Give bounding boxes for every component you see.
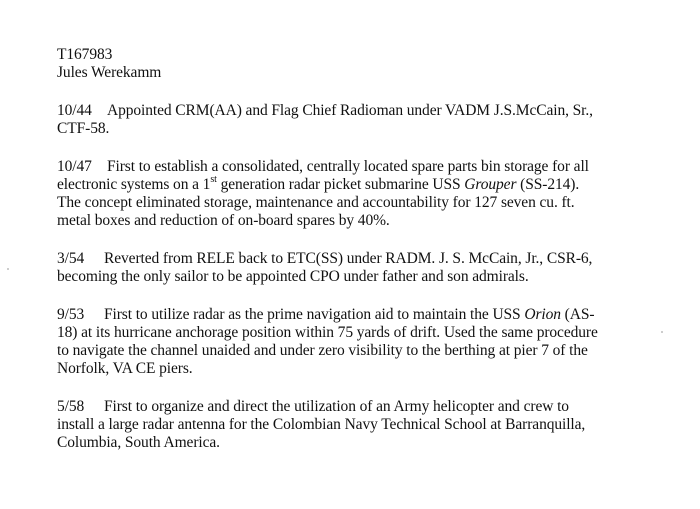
entry-2-text-2a: electronic systems on a 1 [57, 176, 211, 193]
scan-speck [7, 268, 9, 270]
entry-2-line-4: metal boxes and reduction of on-board spares by 40%. [57, 212, 390, 229]
person-name: Jules Werekamm [57, 64, 162, 81]
entry-2-line-2 [57, 173, 580, 194]
entry-1-line-2: CTF-58. [57, 120, 110, 137]
entry-2-text-2c: (SS-214). [516, 176, 580, 193]
entry-4-text-1b: (AS- [560, 306, 595, 323]
ship-name-orion: Orion [524, 306, 561, 323]
entry-1-text-1: Appointed CRM(AA) and Flag Chief Radioman under VADM J.S.McCain, Sr., [107, 102, 593, 119]
entry-2-text-1: First to establish a consolidated, centrally located spare parts bin storage for all [107, 158, 589, 175]
entry-5-line-3: Columbia, South America. [57, 434, 220, 451]
entry-4-line-1 [57, 306, 594, 324]
entry-5-text-1: First to organize and direct the utilization of an Army helicopter and crew to [104, 398, 569, 415]
entry-4-line-2: 18) at its hurricane anchorage position within 75 yards of drift. Used the same procedure [57, 324, 598, 341]
entry-5-date: 5/58 [57, 398, 85, 415]
entry-4-date: 9/53 [57, 306, 85, 323]
entry-1-line-1 [57, 102, 593, 120]
ordinal-suffix: st [210, 173, 217, 185]
entry-2-line-3: The concept eliminated storage, maintenance and accountability for 127 seven cu. ft. [57, 194, 575, 211]
entry-2-date: 10/47 [57, 158, 92, 175]
entry-3-text-1: Reverted from RELE back to ETC(SS) under RADM. J. S. McCain, Jr., CSR-6, [104, 250, 593, 267]
entry-5-line-1 [57, 398, 569, 416]
entry-5-line-2: install a large radar antenna for the Colombian Navy Technical School at Barranquilla, [57, 416, 586, 433]
document-id: T167983 [57, 46, 113, 63]
ship-name-grouper: Grouper [464, 176, 517, 193]
entry-2-line-1 [57, 158, 589, 176]
entry-3-date: 3/54 [57, 250, 85, 267]
scan-speck [661, 331, 663, 333]
entry-2-text-2b: generation radar picket submarine USS [216, 176, 465, 193]
entry-4-line-4: Norfolk, VA CE piers. [57, 360, 193, 377]
entry-4-text-1a: First to utilize radar as the prime navigation aid to maintain the USS [104, 306, 525, 323]
entry-3-line-1 [57, 250, 592, 268]
entry-1-date: 10/44 [57, 102, 92, 119]
entry-4-line-3: to navigate the channel unaided and under zero visibility to the berthing at pier 7 of the [57, 342, 588, 359]
entry-3-line-2: becoming the only sailor to be appointed CPO under father and son admirals. [57, 268, 529, 285]
